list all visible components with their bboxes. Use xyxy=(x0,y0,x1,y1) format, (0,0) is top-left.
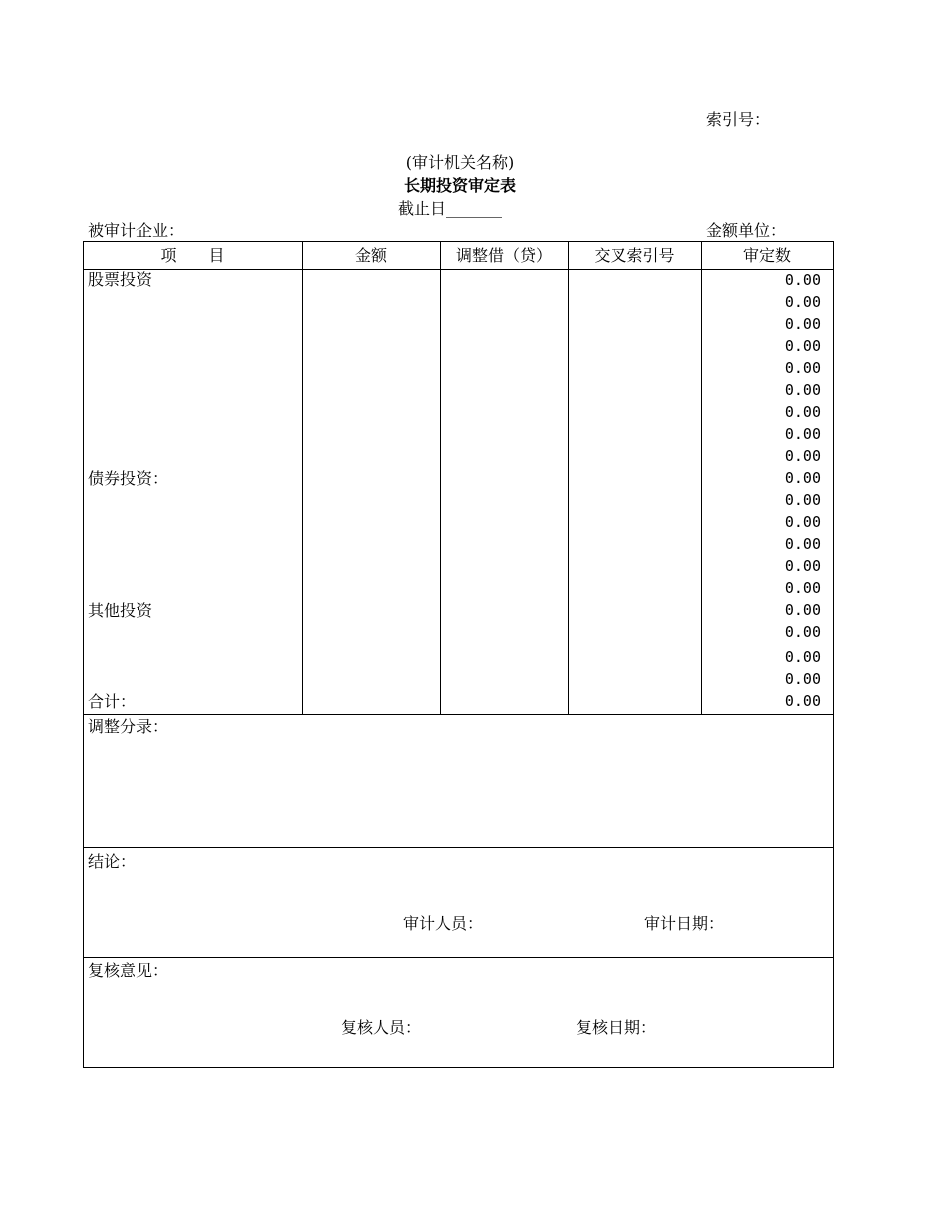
approved-value: 0.00 xyxy=(784,670,821,688)
item-label-stock: 股票投资 xyxy=(88,270,153,289)
approved-value: 0.00 xyxy=(784,403,821,421)
approved-value: 0.00 xyxy=(784,601,821,619)
amount-unit-label: 金额单位： xyxy=(706,221,787,240)
column-header-amount: 金额 xyxy=(354,246,387,265)
approved-value: 0.00 xyxy=(784,535,821,553)
review-date-label: 复核日期： xyxy=(576,1018,657,1037)
cutoff-date-label: 截止日 xyxy=(398,199,447,218)
cutoff-date-blank: _______ xyxy=(446,199,503,218)
approved-value: 0.00 xyxy=(784,491,821,509)
approved-value: 0.00 xyxy=(784,648,821,666)
cutoff-date xyxy=(398,199,502,219)
item-label-total: 合计： xyxy=(88,692,137,711)
conclusion-label: 结论： xyxy=(88,852,137,871)
item-label-other: 其他投资 xyxy=(88,601,153,620)
approved-value: 0.00 xyxy=(784,315,821,333)
adjustments-bottom-border xyxy=(83,847,834,848)
item-label-bond: 债券投资： xyxy=(88,469,169,488)
table-top-border xyxy=(83,241,834,242)
approved-value: 0.00 xyxy=(784,447,821,465)
page-title: 长期投资审定表 xyxy=(403,176,516,195)
approved-value: 0.00 xyxy=(784,271,821,289)
column-header-adjustment: 调整借（贷） xyxy=(455,246,552,265)
audit-date-label: 审计日期： xyxy=(644,914,725,933)
column-header-approved: 审定数 xyxy=(742,246,791,265)
approved-value: 0.00 xyxy=(784,623,821,641)
column-divider xyxy=(302,241,303,714)
adjustments-label: 调整分录： xyxy=(88,717,169,736)
index-number-label: 索引号： xyxy=(706,110,771,129)
approved-value: 0.00 xyxy=(784,337,821,355)
approved-value: 0.00 xyxy=(784,513,821,531)
column-header-cross-index: 交叉索引号 xyxy=(594,246,675,265)
auditor-label: 审计人员： xyxy=(403,914,484,933)
approved-value: 0.00 xyxy=(784,557,821,575)
review-bottom-border xyxy=(83,1067,834,1068)
approved-values-column xyxy=(701,269,833,714)
review-label: 复核意见： xyxy=(88,961,169,980)
approved-value-total: 0.00 xyxy=(784,692,821,710)
column-divider xyxy=(440,241,441,714)
audited-company-label: 被审计企业： xyxy=(88,221,185,240)
table-body-bottom-border xyxy=(83,714,834,715)
approved-value: 0.00 xyxy=(784,359,821,377)
column-divider xyxy=(568,241,569,714)
approved-value: 0.00 xyxy=(784,469,821,487)
reviewer-label: 复核人员： xyxy=(341,1018,422,1037)
column-header-item: 项 目 xyxy=(160,246,225,265)
approved-value: 0.00 xyxy=(784,293,821,311)
approved-value: 0.00 xyxy=(784,425,821,443)
audit-org-name: (审计机关名称) xyxy=(405,153,515,172)
table-right-border xyxy=(833,241,834,1068)
approved-value: 0.00 xyxy=(784,381,821,399)
approved-value: 0.00 xyxy=(784,579,821,597)
table-left-border xyxy=(83,241,84,1068)
conclusion-bottom-border xyxy=(83,957,834,958)
